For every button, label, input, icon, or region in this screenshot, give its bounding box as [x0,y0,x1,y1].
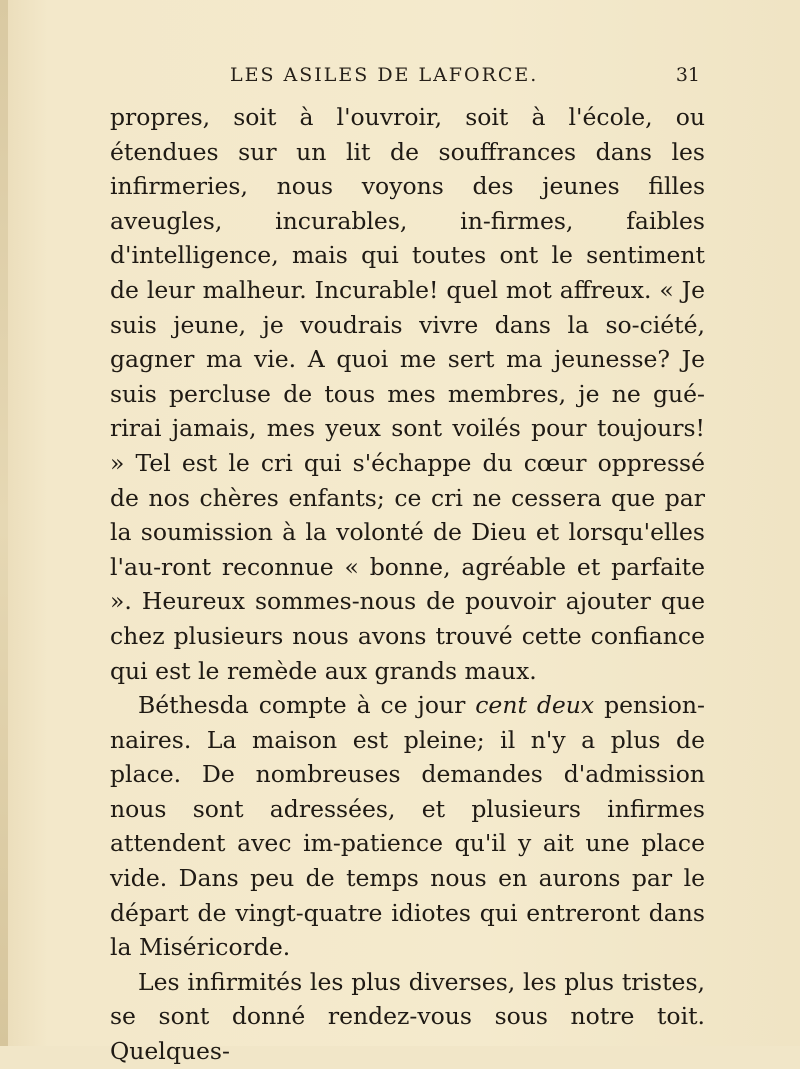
page-number: 31 [675,64,700,86]
body-text [110,100,705,1069]
page-header [110,64,700,94]
running-head: LES ASILES DE LAFORCE. [230,64,539,86]
page-edge [0,0,8,1046]
paragraph-2 [110,688,705,965]
paragraph-1: propres, soit à l'ouvroir, soit à l'école, ou étendues sur un lit de souffrances dans les infirmeries, nous voyons des jeunes filles aveugles, incurables, in-firmes, faibles d'intelligence, mais qui toutes ont le sentiment de leur malheur. Incurable! quel mot affreux. « Je suis jeune, je voudrais vivre dans la so-ciété, gagner ma vie. A quoi me sert ma jeunesse? Je suis percluse de tous mes membres, je ne gué-rirai jamais, mes yeux sont voilés pour toujours! » Tel est le cri qui s'échappe du cœur oppressé de nos chères enfants; ce cri ne cessera que par la soumission à la volonté de Dieu et lorsqu'elles l'au-ront reconnue « bonne, agréable et parfaite ». Heureux sommes-nous de pouvoir ajouter que chez plusieurs nous avons trouvé cette confiance qui est le remède aux grands maux. [110,103,705,685]
paragraph-2-italic: cent deux [475,691,595,720]
paragraph-2-start: Béthesda compte à ce jour [138,691,476,720]
paragraph-2-end: pension-naires. La maison est pleine; il n'y a plus de place. De nombreuses demandes d'admission nous sont adressées, et plusieurs infirmes attendent avec im-patience qu'il y ait une place vide. Dans peu de temps nous en aurons par le départ de vingt-quatre idiotes qui entreront dans la Miséricorde. [110,691,705,962]
paragraph-3: Les infirmités les plus diverses, les plus tristes, se sont donné rendez-vous sous notre toit. Quelques- [110,967,705,1066]
